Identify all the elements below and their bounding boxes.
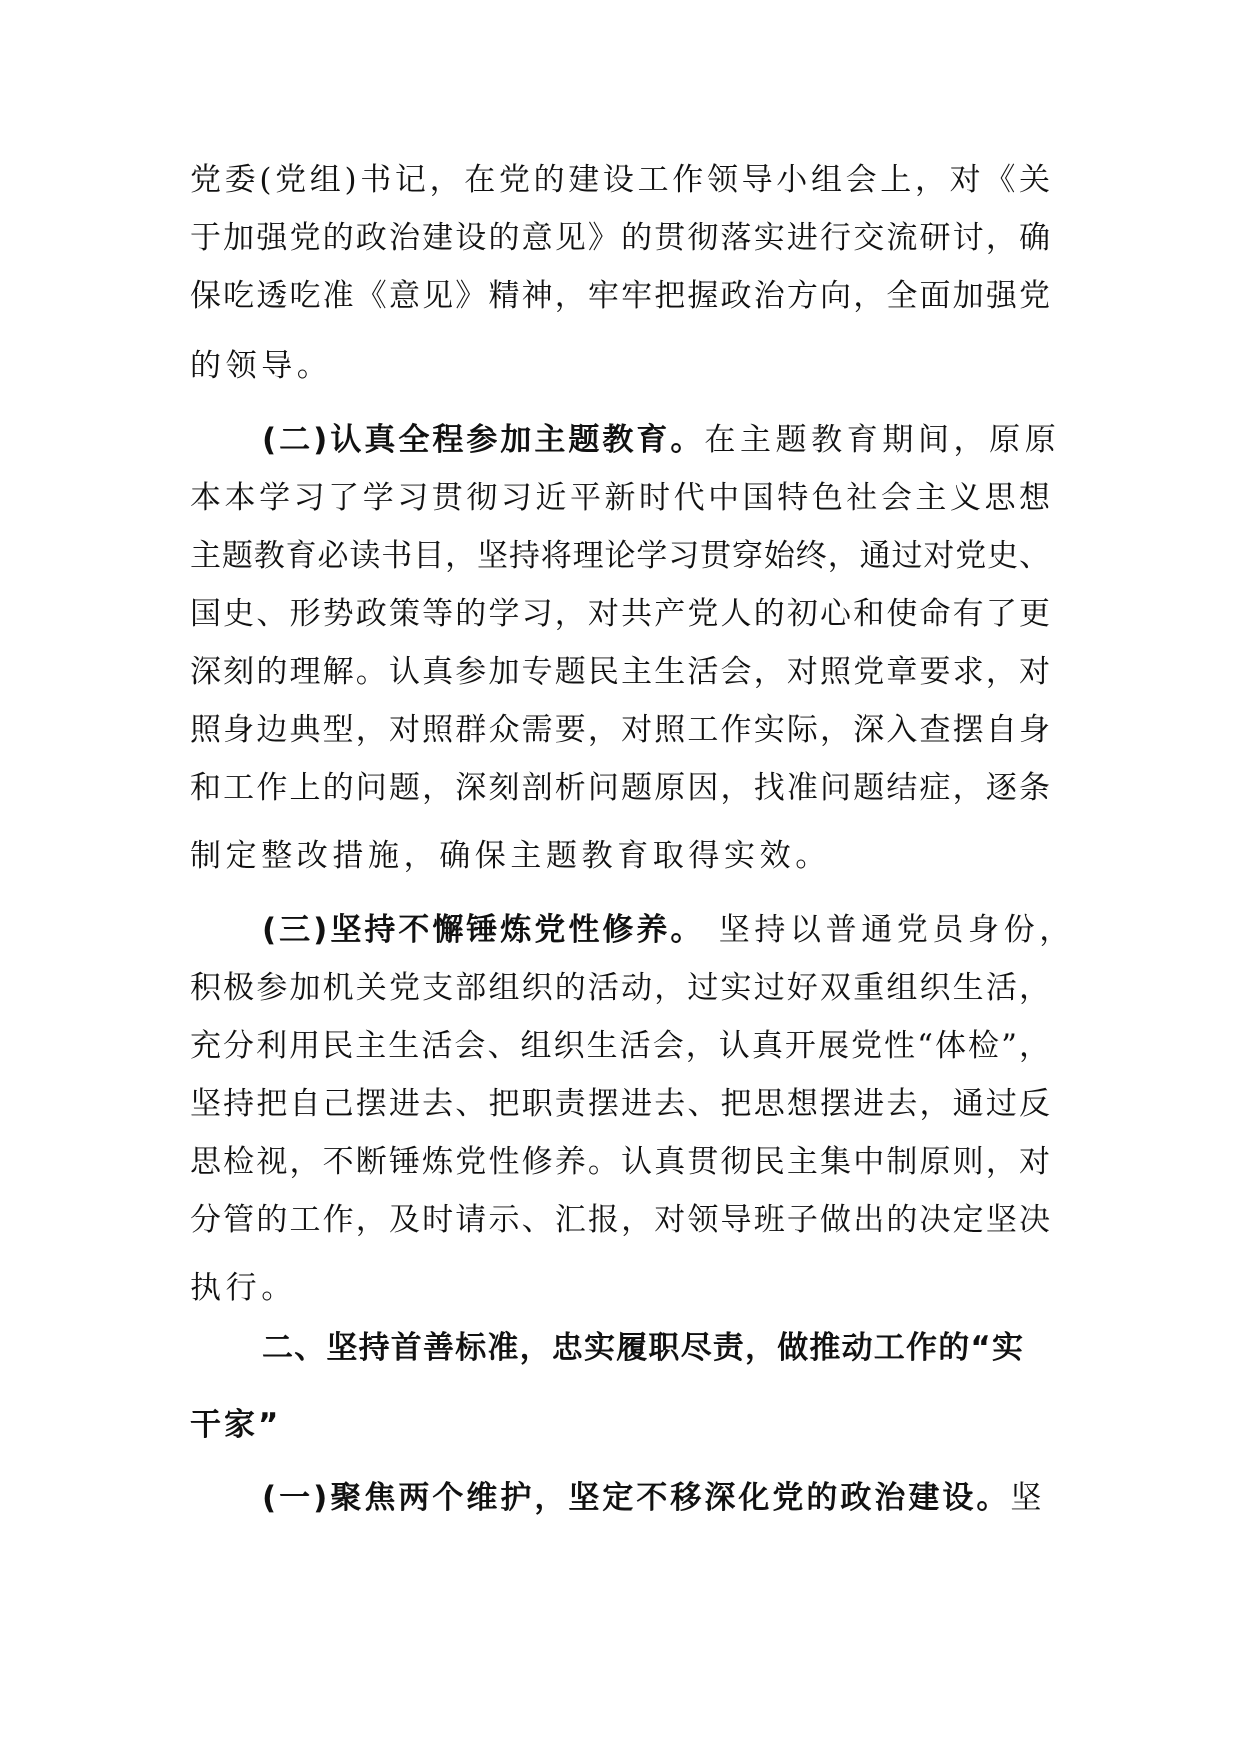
body-line: 制定整改措施，确保主题教育取得实效。 [190,838,831,874]
paragraph-heading: (二)认真全程参加主题教育。 [262,422,705,458]
body-line: 思检视，不断锤炼党性修养。认真贯彻民主集中制原则，对 [190,1144,1050,1180]
body-line: 充分利用民主生活会、组织生活会，认真开展党性“体检”， [190,1028,1050,1064]
body-line: 坚持把自己摆进去、把职责摆进去、把思想摆进去，通过反 [190,1086,1050,1122]
section-heading: 二、坚持首善标准，忠实履职尽责，做推动工作的“实 [262,1330,1025,1366]
body-line: 保吃透吃准《意见》精神，牢牢把握政治方向，全面加强党 [190,278,1050,314]
body-line: 本本学习了学习贯彻习近平新时代中国特色社会主义思想 [190,480,1050,516]
paragraph-intro-line [262,1478,1050,1518]
body-line: 国史、形势政策等的学习，对共产党人的初心和使命有了更 [190,596,1050,632]
body-line: 党委(党组)书记，在党的建设工作领导小组会上，对《关 [190,162,1050,198]
paragraph-intro-line [262,910,1075,950]
paragraph-intro-line [262,420,1061,460]
section-heading-continued: 干家” [190,1407,282,1443]
body-line: 照身边典型，对照群众需要，对照工作实际，深入查摆自身 [190,712,1050,748]
paragraph-text: 坚 [1010,1480,1046,1516]
paragraph-text: 坚持以普通党员身份， [704,912,1075,948]
body-line: 于加强党的政治建设的意见》的贯彻落实进行交流研讨，确 [190,220,1050,256]
body-line: 和工作上的问题，深刻剖析问题原因，找准问题结症，逐条 [190,770,1050,806]
body-line: 主题教育必读书目，坚持将理论学习贯穿始终，通过对党史、 [190,538,1050,574]
paragraph-text: 在主题教育期间，原原 [704,422,1061,458]
body-line: 分管的工作，及时请示、汇报，对领导班子做出的决定坚决 [190,1202,1050,1238]
body-line: 的领导。 [190,348,333,384]
body-line: 深刻的理解。认真参加专题民主生活会，对照党章要求，对 [190,654,1050,690]
paragraph-heading: (一)聚焦两个维护，坚定不移深化党的政治建设。 [262,1480,1011,1516]
body-line: 执行。 [190,1270,297,1306]
body-line: 积极参加机关党支部组织的活动，过实过好双重组织生活， [190,970,1050,1006]
paragraph-heading: (三)坚持不懈锤炼党性修养。 [262,912,705,948]
